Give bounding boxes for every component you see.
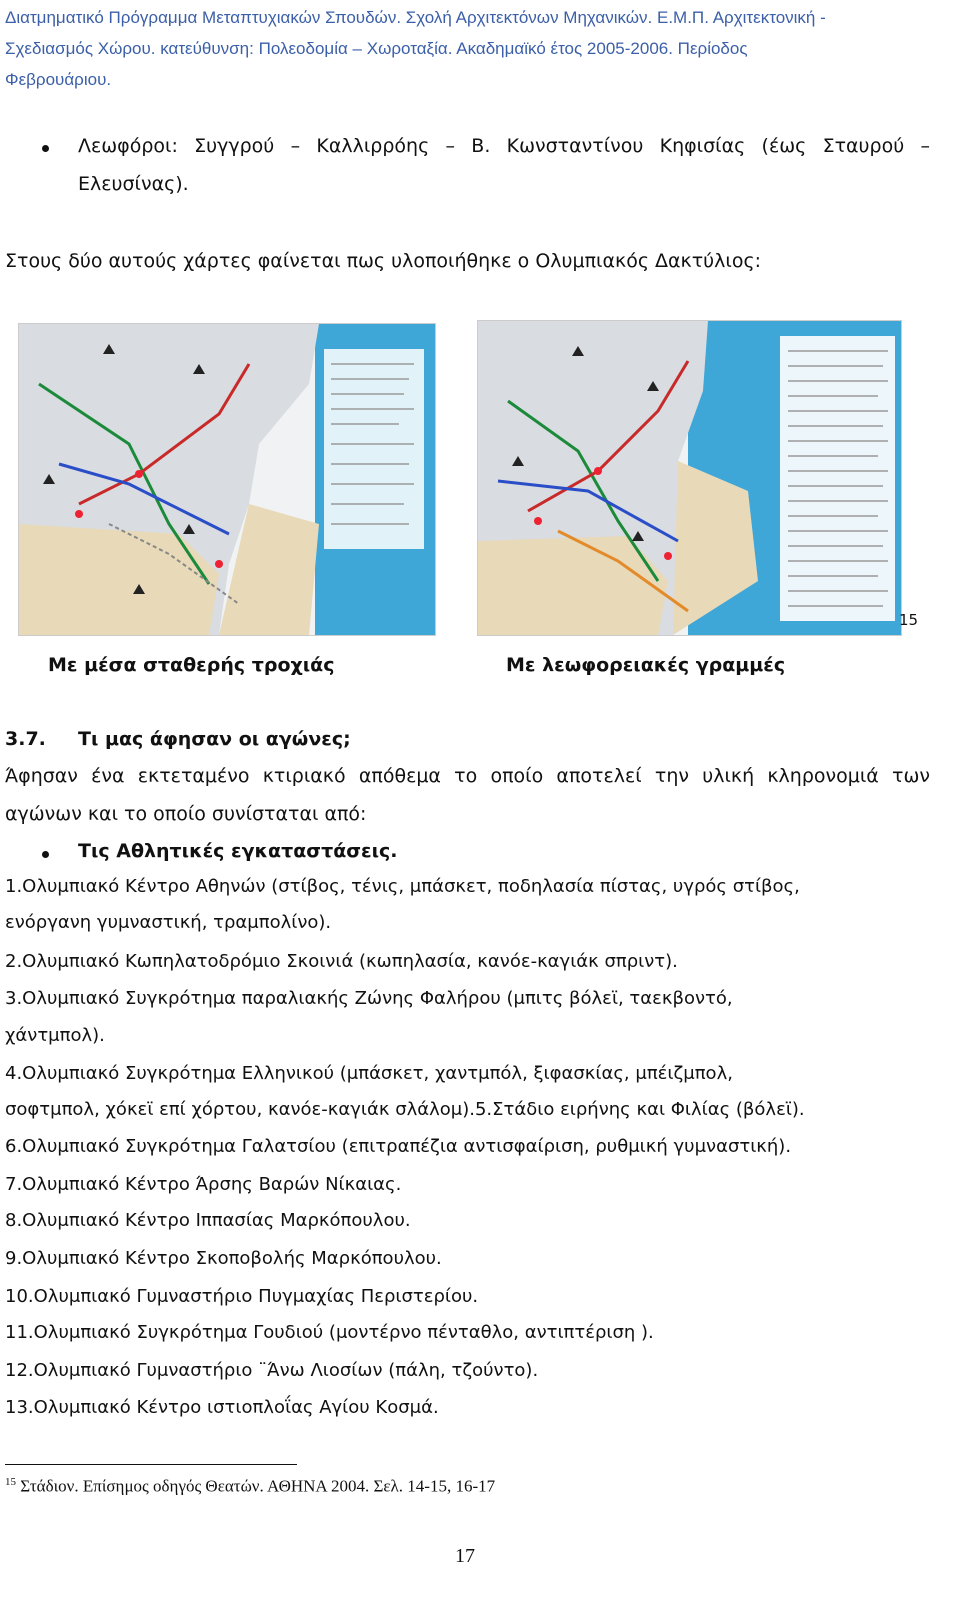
athletic-facilities-bullet: Τις Αθλητικές εγκαταστάσεις. xyxy=(78,840,398,862)
venue-line: 3.Ολυμπιακό Συγκρότημα παραλιακής Ζώνης Φαλήρου (μπιτς βόλεϊ, ταεκβοντό, xyxy=(5,988,733,1009)
venue-line: 2.Ολυμπιακό Κωπηλατοδρόμιο Σκοινιά (κωπηλασία, κανόε-καγιάκ σπριντ). xyxy=(5,951,678,972)
venue-line: 1.Ολυμπιακό Κέντρο Αθηνών (στίβος, τένις, μπάσκετ, ποδηλασία πίστας, υγρός στίβος, xyxy=(5,876,800,897)
bullet-marker xyxy=(42,851,49,858)
venue-line: 7.Ολυμπιακό Κέντρο Άρσης Βαρών Νίκαιας. xyxy=(5,1174,402,1195)
document-header xyxy=(5,2,945,95)
venue-line: ενόργανη γυμναστική, τραμπολίνο). xyxy=(5,912,332,933)
section-paragraph-line-1: Άφησαν ένα εκτεταμένο κτιριακό απόθεμα το οποίο αποτελεί την υλική κληρονομιά των xyxy=(5,765,930,787)
avenues-line-2: Ελευσίνας). xyxy=(78,173,189,195)
venue-line: 4.Ολυμπιακό Συγκρότημα Ελληνικού (μπάσκετ, χαντμπόλ, ξιφασκίας, μπέιζμπολ, xyxy=(5,1063,733,1084)
section-title: Τι μας άφησαν οι αγώνες; xyxy=(78,728,351,750)
footnote xyxy=(5,1476,495,1497)
rail-map-caption: Με μέσα σταθερής τροχιάς xyxy=(48,654,335,676)
header-line-2: Σχεδιασμός Χώρου. κατεύθυνση: Πολεοδομία – Χωροταξία. Ακαδημαϊκό έτος 2005-2006. Περίοδος xyxy=(5,39,748,58)
footnote-reference-marker: 15 xyxy=(899,611,919,629)
venue-line: 12.Ολυμπιακό Γυμναστήριο ¨Άνω Λιοσίων (πάλη, τζούντο). xyxy=(5,1360,539,1381)
footnote-marker: 15 xyxy=(5,1476,16,1488)
bullet-marker xyxy=(42,145,49,152)
venue-line: 8.Ολυμπιακό Κέντρο Ιππασίας Μαρκόπουλου. xyxy=(5,1210,411,1231)
venue-line: 11.Ολυμπιακό Συγκρότημα Γουδιού (μοντέρνο πένταθλο, αντιπτέριση ). xyxy=(5,1322,654,1343)
section-paragraph-line-2: αγώνων και το οποίο συνίσταται από: xyxy=(5,803,367,825)
bus-map-caption: Με λεωφορειακές γραμμές xyxy=(506,654,786,676)
footnote-divider xyxy=(5,1464,297,1465)
avenues-line-1: Λεωφόροι: Συγγρού – Καλλιρρόης – Β. Κωνσταντίνου Κηφισίας (έως Σταυρού – xyxy=(78,135,930,157)
page-number: 17 xyxy=(455,1545,475,1567)
header-line-1: Διατμηματικό Πρόγραμμα Μεταπτυχιακών Σπουδών. Σχολή Αρχιτεκτόνων Μηχανικών. Ε.Μ.Π. Αρχιτεκτονική - xyxy=(5,8,826,27)
rail-map-illustration xyxy=(19,324,435,635)
footnote-text: Στάδιον. Επίσημος οδηγός Θεατών. ΑΘΗΝΑ 2004. Σελ. 14-15, 16-17 xyxy=(20,1476,496,1496)
bus-map-image xyxy=(477,320,902,636)
venue-line: 6.Ολυμπιακό Συγκρότημα Γαλατσίου (επιτραπέζια αντισφαίριση, ρυθμική γυμναστική). xyxy=(5,1136,792,1157)
section-number: 3.7. xyxy=(5,728,46,750)
venue-line: 9.Ολυμπιακό Κέντρο Σκοποβολής Μαρκόπουλου. xyxy=(5,1248,442,1269)
header-line-3: Φεβρουάριου. xyxy=(5,70,112,89)
bus-map-illustration xyxy=(478,321,901,635)
venue-line: 13.Ολυμπιακό Κέντρο ιστιοπλοΐας Αγίου Κοσμά. xyxy=(5,1397,439,1418)
intro-sentence: Στους δύο αυτούς χάρτες φαίνεται πως υλοποιήθηκε ο Ολυμπιακός Δακτύλιος: xyxy=(5,250,762,272)
rail-map-image xyxy=(18,323,436,636)
venue-line: 10.Ολυμπιακό Γυμναστήριο Πυγμαχίας Περιστερίου. xyxy=(5,1286,479,1307)
venue-line: σοφτμπολ, χόκεϊ επί χόρτου, κανόε-καγιάκ σλάλομ).5.Στάδιο ειρήνης και Φιλίας (βόλεϊ). xyxy=(5,1099,805,1120)
venue-line: χάντμπολ). xyxy=(5,1025,105,1046)
